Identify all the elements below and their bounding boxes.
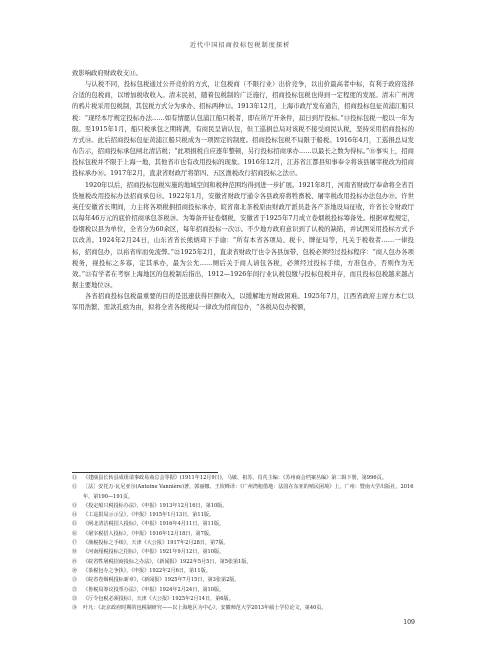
footnote-text: 叶凡：《北京政府时期的包税制研究——以上海地区为中心》，安徽师范大学2013年硕士学位论文，第40页。 — [83, 605, 327, 612]
footnote — [72, 567, 414, 576]
footnote-text: 《投定船只税投标办法》，《申报》1913年12月16日，第10版。 — [83, 502, 228, 509]
footnote-text: 《厅令包税必须投标》，天津《大公报》1925年2月14日，第6版。 — [83, 595, 234, 602]
running-header: 近代中国招商投标包税制度探析 — [189, 42, 291, 49]
footnote — [72, 586, 414, 595]
footnote-text: 《鲁税局筹议投票办法》，《申报》1924年2月24日，第10版。 — [83, 586, 225, 593]
footnote-text: 《闸北清洁税招人投标》，《申报》1916年4月11日，第11版。 — [83, 521, 225, 528]
footnote-text: 《渔税投标之手续》，天津《大公报》1917年2月28日，第7版。 — [83, 540, 229, 547]
footnote-number: ⑪ — [72, 475, 78, 481]
footnote — [72, 576, 414, 585]
footnote — [72, 548, 414, 557]
footnote — [72, 595, 414, 604]
footnote-number: ⑬ — [72, 502, 78, 509]
footnote-number: ⑱ — [72, 549, 78, 556]
footnote-text: ［法］安托万·瓦尼亚尔(Antoine Vannière)著，郭丽娜、王钦峰译：《广州湾租借地：法国在东亚的殖民困境》上，广州：暨南大学出版社，2016年，第190—191页。 — [83, 484, 414, 500]
footnote — [72, 483, 414, 502]
footnote-number: ㉓ — [72, 595, 78, 602]
footnote-text: 《河南厘税投标之招标》，《申报》1921年9月12日，第10版。 — [83, 549, 225, 556]
footnotes — [72, 474, 414, 613]
footnote-text: 《屠宰税招人投标》，《申报》1916年12月18日，第7版。 — [83, 530, 215, 537]
paragraph-3: 1920年以后，招商投标包税实施的地域空间和税种范围均得到进一步扩展。1921年8月，河南省财政厅奉命将全省百货厘税改用投标办法招商承包⑱。1922年1月，安徽省财政厅通令各县政府将牲畜税、屠宰税改用投标办法包办⑲。许世英任安徽省长期间，力主将各项税捐招商投标承办，皖省南北茶税原由财政厅派员赴各产茶地设局征收，许省长令财政厅以每年46万元的底价招商承包茶税⑳。为筹备开征卷烟税，安徽省于1925年7月成立卷烟税投标筹备处。根据章程规定，卷烟税以县为单位，全省分为60余区，每年招商投标一次㉑。不少地方政府意识到了认税的缺陷，并试图采用投标方式予以改善。1924年2月24日，山东省省长熊炳琦下手谕：“所有本省各项局、税卡、牌征局等，凡关于税收者……一律投标，招商包办，以裕省库而免流弊。”㉒1925年2月，直隶省财政厅也令各县加带、包税必须经过投标程序：“商人包办各项税务，视投标之多寡，定其承办，最为公允……厕后关于商人请包各税，必须经过投标手续，方准包办，否则作为无效。”㉓有学者在考察上海地区的包税制后指出，1912—1926年间行业认税包缴与投标包税并存，而且投标包税越来越占据主要地位㉔。 — [72, 181, 414, 289]
footnote — [72, 530, 414, 539]
body-text — [72, 68, 414, 313]
footnote — [72, 474, 414, 483]
footnote-separator — [72, 472, 218, 473]
footnote-text: 《皖省卷烟税投标新章》，《新闻报》1925年7月15日，第3张第2版。 — [83, 577, 240, 584]
footnote — [72, 558, 414, 567]
footnote-number: ㉑ — [72, 577, 78, 584]
footnote-number: ⑲ — [72, 558, 78, 565]
paragraph-4: 各省招商投标包税最重要的目的是迅速获得巨额收入，以缓解地方财政困难。1925年7月，江西省政府主席方本仁以军用浩繁、需款孔亟为由，拟将全省各统税局一律改为招商包办，“各税局包办税额， — [72, 293, 414, 312]
footnote-number: ⑫ — [72, 484, 78, 491]
footnote-number: ⑯ — [72, 530, 78, 537]
footnote-number: ⑭ — [72, 512, 78, 519]
footnote-number: ⑰ — [72, 540, 78, 547]
footnote — [72, 539, 414, 548]
footnote-text: 《皖省牲屠税招商投标之办法》，《新闻报》1922年5月5日，第5张第1版。 — [83, 558, 252, 565]
footnote-text: 《建瓯县长转县成组请事政易商总会等据》(1911年12月9日)，马敏、祖苏、肖芃主编：《苏州商会档案丛编》第二辑下册，第996页。 — [83, 475, 387, 481]
footnote — [72, 502, 414, 511]
footnote — [72, 520, 414, 529]
footnote — [72, 604, 414, 613]
paragraph-1: 致影响政府财政收支⑪。 — [72, 70, 142, 77]
footnote-text: 《工巡捐局示示呈》，《申报》1915年1月13日，第11版。 — [83, 512, 215, 519]
paragraph-2: 与认税不同，投标包税通过公开竞价的方式，让包税商（不限行业）出价竞争，以出价最高者中标，有利于政府选择合适的包税商，以增加税收收入。清末民初，随着包税制的广泛施行，招商投标包税也得到一定程度的发展。清末广州湾的鸦片税采用包税制，其包税方式分为承办、招标两种⑫。1913年12月，上海市政厅发布通告，招商投标包征黄浦江船只税：“现经本厅规定投标办法……如有情愿认包浦江船只税者，即在所厅开条件，届日到厅投标。”⑬投标包税一般以一年为限。至1915年1月，船只税承包之期将满，有商民呈请认包，但工巡捐总局对该税不接受商民认税，坚持采用招商投标的方式⑭。此后招商投标包征黄浦江船只税成为一项固定的制度。招商投标包税不局限于船税。1916年4月，工巡捐总局发布告示，招商投标承包闸北清洁税；“此项捐税自应逐年整顿，另行投标招商承办……以最长之数为得标。”⑮事实上，招商投标包税并不限于上海一地，其他省市也有改用投标的现象。1916年12月，江苏省江都县知事奉令将该县屠宰税改为招商投标承办⑯。1917年2月，直隶省财政厅将第四、五区渔税改行招商投标之法⑰。 — [72, 81, 414, 178]
footnote-number: ⑮ — [72, 521, 78, 528]
footnote — [72, 511, 414, 520]
footnote-number: ㉒ — [72, 586, 78, 593]
footnote-text: 《茶税包办之争执》，《申报》1922年2月6日，第11版。 — [83, 567, 211, 574]
page-number: 109 — [403, 619, 415, 626]
footnote-number: ㉔ — [72, 605, 78, 612]
footnote-number: ⑳ — [72, 567, 78, 574]
